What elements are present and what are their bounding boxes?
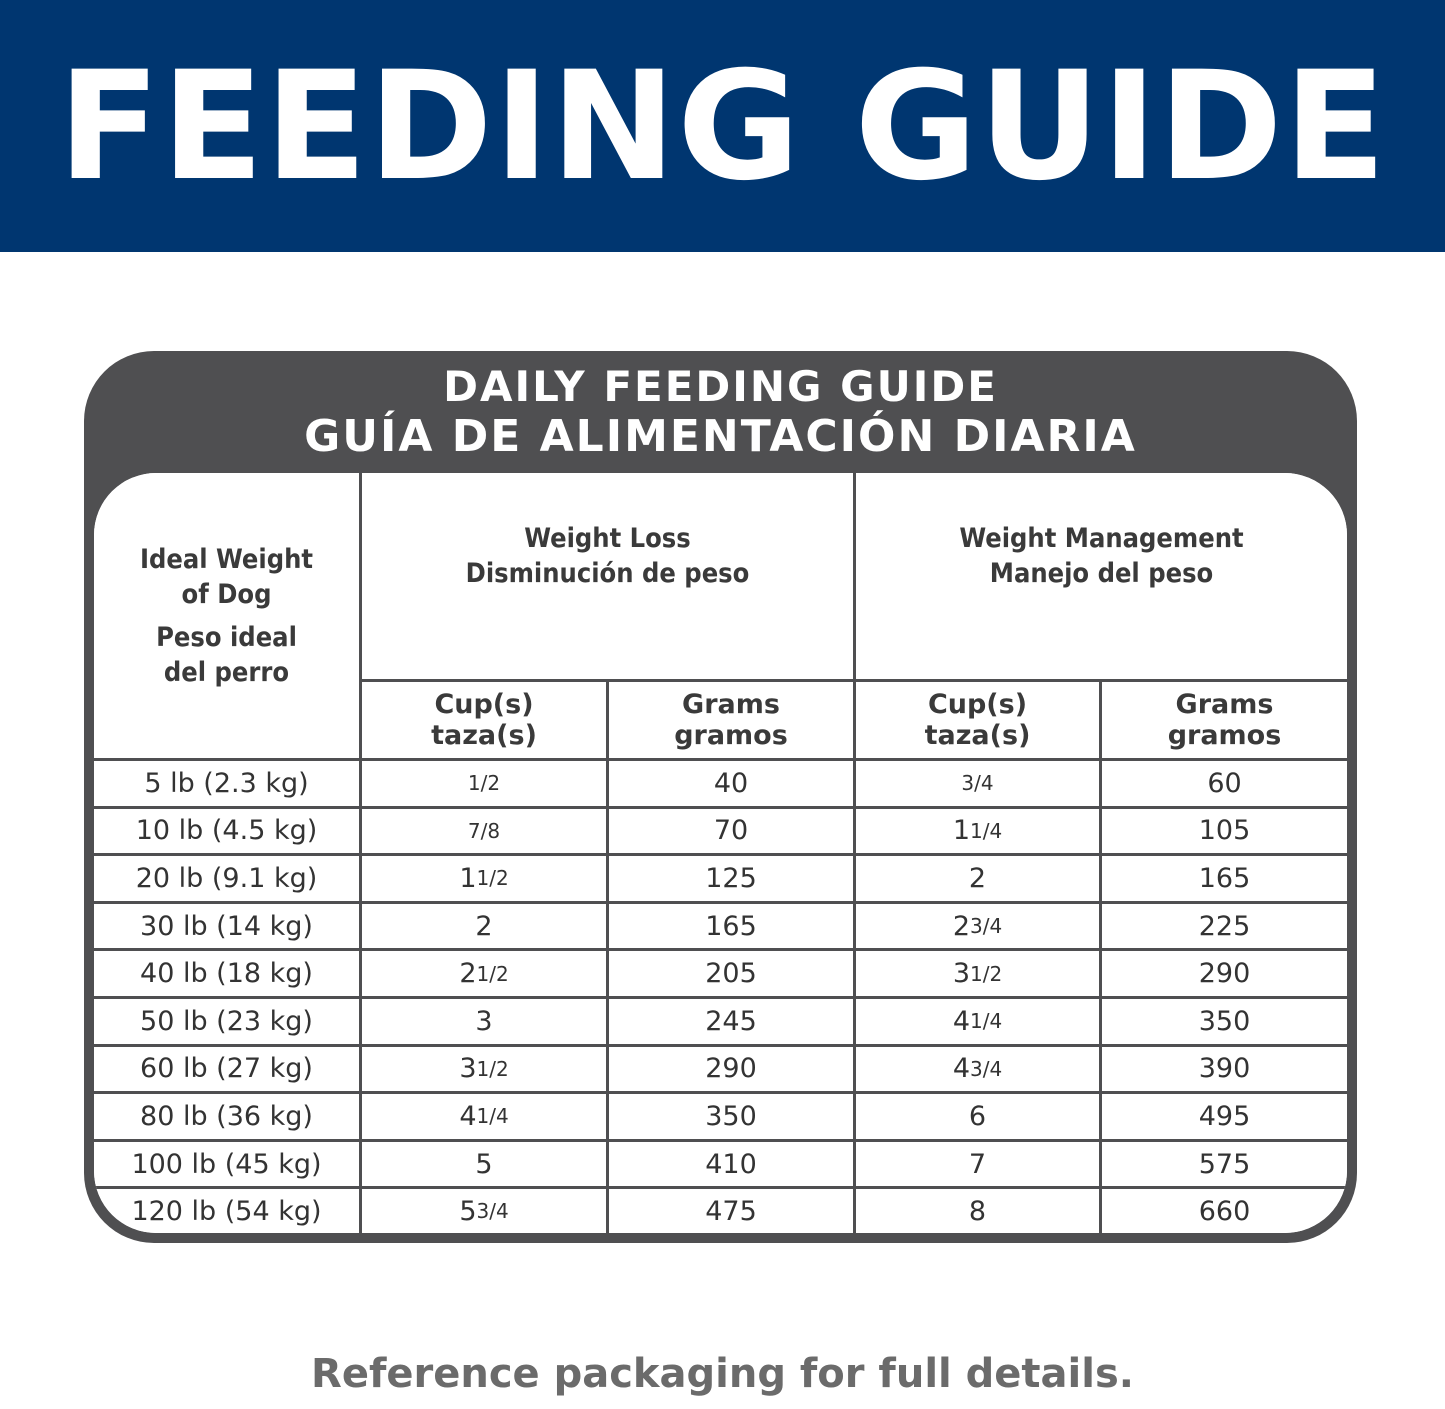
management-cups-cell: 4 3/4 [856,1047,1099,1092]
management-cups-cell: 2 3/4 [856,904,1099,949]
sub-header-en: Grams [1175,689,1274,720]
sub-header-es: taza(s) [431,720,537,751]
loss-cups-cell: 4 1/4 [362,1094,606,1139]
weight-cell: 120 lb (54 kg) [94,1189,359,1233]
loss-grams-cell: 475 [609,1189,853,1233]
management-grams-cell: 495 [1102,1094,1347,1139]
weight-loss-group-header [362,473,853,679]
header-banner [0,0,1445,252]
sub-header-es: gramos [1167,720,1282,751]
management-grams-cell: 350 [1102,999,1347,1044]
loss-cups-cell: 2 1/2 [362,951,606,996]
loss-cups-cell: 3 1/2 [362,1047,606,1092]
weight-cell: 5 lb (2.3 kg) [94,761,359,806]
feeding-guide-card [84,351,1357,1243]
loss-grams-cell: 165 [609,904,853,949]
weight-loss-label-es: Disminución de peso [465,558,750,589]
management-cups-cell: 1 1/4 [856,809,1099,854]
card-title-spanish: GUÍA DE ALIMENTACIÓN DIARIA [304,411,1137,462]
sub-header-en: Cup(s) [927,689,1028,720]
management-cups-cell: 7 [856,1142,1099,1187]
management-cups-cell: 4 1/4 [856,999,1099,1044]
loss-grams-header [609,682,853,758]
feeding-table [94,473,1347,1233]
sub-header-es: gramos [674,720,788,751]
sub-header-en: Cup(s) [434,689,534,720]
management-grams-cell: 60 [1102,761,1347,806]
management-grams-cell: 105 [1102,809,1347,854]
weight-header-en-1: Ideal Weight [140,543,313,575]
weight-cell: 60 lb (27 kg) [94,1047,359,1092]
footer-note: Reference packaging for full details. [311,1351,1134,1397]
management-cups-cell: 3 1/2 [856,951,1099,996]
management-cups-cell: 3/4 [856,761,1099,806]
weight-loss-label-en: Weight Loss [524,523,691,554]
sub-header-en: Grams [682,689,780,720]
weight-cell: 10 lb (4.5 kg) [94,809,359,854]
loss-cups-header [362,682,606,758]
weight-management-label-en: Weight Management [959,523,1244,554]
table-grid [94,473,1347,1233]
management-cups-cell: 2 [856,856,1099,901]
management-grams-cell: 660 [1102,1189,1347,1233]
weight-management-group-header [856,473,1347,679]
sub-header-es: taza(s) [924,720,1031,751]
loss-cups-cell: 2 [362,904,606,949]
loss-cups-cell: 1 1/2 [362,856,606,901]
weight-cell: 80 lb (36 kg) [94,1094,359,1139]
weight-header-es-2: del perro [163,656,290,688]
header-divider [362,679,1347,682]
loss-grams-cell: 290 [609,1047,853,1092]
management-cups-header [856,682,1099,758]
loss-grams-cell: 410 [609,1142,853,1187]
loss-grams-cell: 70 [609,809,853,854]
management-grams-cell: 390 [1102,1047,1347,1092]
management-grams-header [1102,682,1347,758]
loss-grams-cell: 40 [609,761,853,806]
management-grams-cell: 225 [1102,904,1347,949]
management-cups-cell: 6 [856,1094,1099,1139]
weight-header-en-2: of Dog [181,578,272,610]
management-grams-cell: 165 [1102,856,1347,901]
loss-cups-cell: 7/8 [362,809,606,854]
loss-cups-cell: 3 [362,999,606,1044]
management-grams-cell: 290 [1102,951,1347,996]
loss-grams-cell: 350 [609,1094,853,1139]
weight-column-header [94,473,359,758]
weight-cell: 100 lb (45 kg) [94,1142,359,1187]
weight-management-label-es: Manejo del peso [989,558,1214,589]
management-cups-cell: 8 [856,1189,1099,1233]
weight-cell: 30 lb (14 kg) [94,904,359,949]
weight-cell: 50 lb (23 kg) [94,999,359,1044]
loss-grams-cell: 245 [609,999,853,1044]
card-title-english: DAILY FEEDING GUIDE [443,362,998,411]
loss-cups-cell: 5 3/4 [362,1189,606,1233]
weight-cell: 40 lb (18 kg) [94,951,359,996]
loss-grams-cell: 205 [609,951,853,996]
loss-cups-cell: 5 [362,1142,606,1187]
loss-cups-cell: 1/2 [362,761,606,806]
loss-grams-cell: 125 [609,856,853,901]
page-title: FEEDING GUIDE [57,40,1388,214]
weight-header-es-1: Peso ideal [156,621,297,653]
management-grams-cell: 575 [1102,1142,1347,1187]
weight-cell: 20 lb (9.1 kg) [94,856,359,901]
